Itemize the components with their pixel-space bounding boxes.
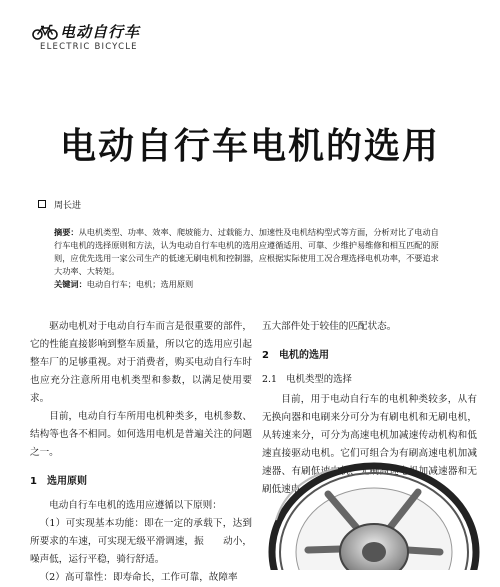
left-column bbox=[30, 318, 252, 587]
abstract-block bbox=[54, 226, 444, 291]
section-1-intro: 电动自行车电机的选用应遵循以下原则： bbox=[49, 500, 222, 511]
subsection-2-1-heading: 2.1 电机类型的选择 bbox=[262, 374, 352, 385]
article-title: 电动自行车电机的选用 bbox=[59, 126, 440, 167]
magazine-masthead bbox=[30, 20, 140, 56]
keywords bbox=[54, 278, 444, 291]
section-2-heading: 2 电机的选用 bbox=[262, 350, 329, 361]
magazine-title-cn: 电动自行车 bbox=[60, 23, 141, 41]
principle-item-2: （2）高可靠性：即寿命长，工作可靠，故障率 bbox=[39, 572, 238, 583]
principle-item-1: （1）可实现基本功能：即在一定的承载下，达到所要求的车速，可实现无级平滑调速，振 动小，噪声低，运行平稳，骑行舒适。 bbox=[30, 518, 252, 565]
intro-paragraph-2: 目前，电动自行车所用电机种类多，电机参数、结构等也各不相同。如何选用电机是普遍关注的问题之一。 bbox=[30, 411, 252, 458]
author-square-icon bbox=[38, 200, 46, 208]
section-1-heading: 1 选用原则 bbox=[30, 476, 87, 487]
continued-paragraph: 五大部件处于较佳的匹配状态。 bbox=[262, 321, 397, 332]
magazine-title-en: ELECTRIC BICYCLE bbox=[40, 42, 138, 52]
author-name: 周长进 bbox=[54, 201, 82, 211]
motor-type-paragraph: 目前，用于电动自行车的电机种类较多，从有无换向器和电刷来分可分为有刷电机和无刷电机，从转速来分，可分为高速电机加减速传动机构和低速直接驱动电机。它们可组合为有刷高速电机加减速器、有刷低速电机、无刷高速电机加减速器和无刷低速电 bbox=[262, 394, 477, 495]
keywords-label: 关键词： bbox=[54, 279, 87, 289]
hub-motor-wheel-photo bbox=[268, 460, 480, 570]
abstract bbox=[54, 226, 444, 278]
keywords-text: 电动自行车；电机；选用原则 bbox=[86, 279, 194, 289]
abstract-text: 从电机类型、功率、效率、爬坡能力、过载能力、加速性及电机结构型式等方面，分析对比了电动自行车电机的选择原则和方法，认为电动自行车电机的选用应遵循适用、可靠、少维护易维修和相互匹配的原则，应优先选用一家公司生产的低速无刷电机和控制器，应根据实际使用工况合理选择电机功率，不要追求大功率、大转矩。 bbox=[54, 227, 439, 276]
intro-paragraph-1: 驱动电机对于电动自行车而言是很重要的部件，它的性能直接影响到整车质量，所以它的选用应引起整车厂的足够重视。对于消费者，购买电动自行车时也应充分注意所用电机类型和参数，以满足使用要求。 bbox=[30, 321, 252, 404]
abstract-label: 摘要： bbox=[54, 227, 79, 237]
bicycle-icon bbox=[32, 24, 58, 40]
author-line bbox=[38, 198, 81, 211]
